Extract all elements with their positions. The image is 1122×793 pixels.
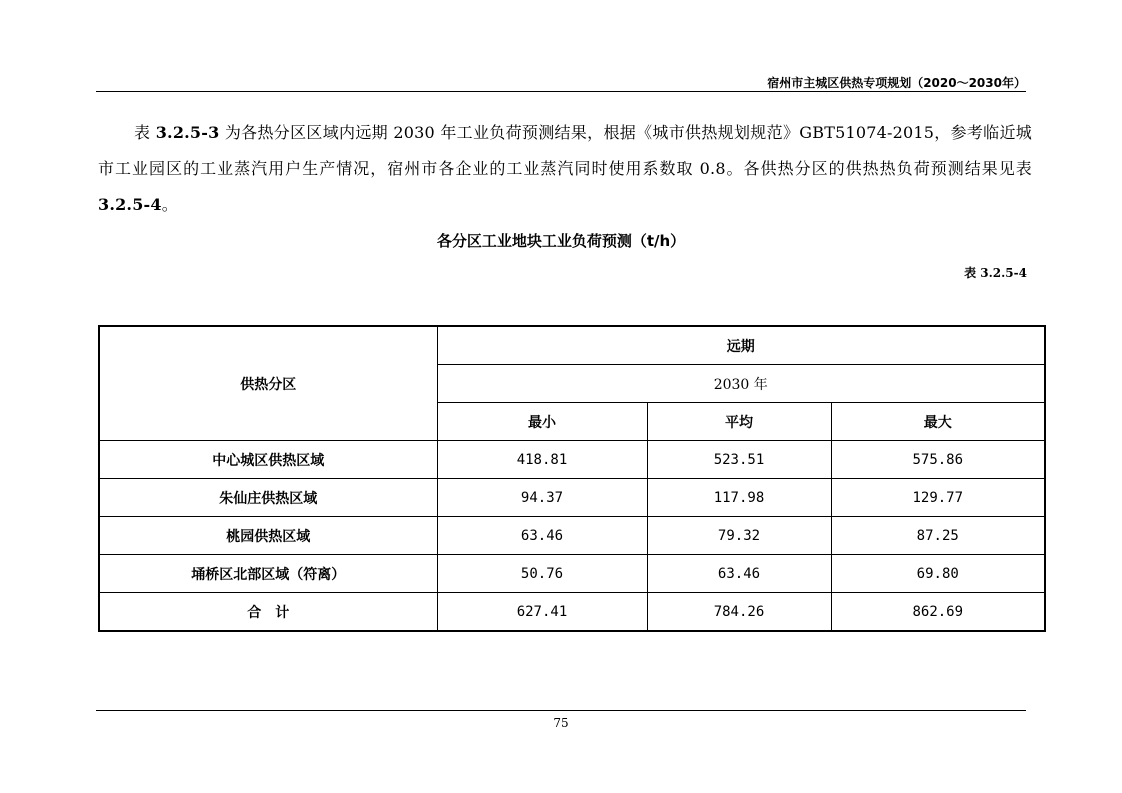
value-min: 418.81 (437, 441, 647, 479)
table-row (99, 441, 1045, 479)
paragraph-suffix: 。 (161, 195, 178, 214)
header-rule (96, 91, 1026, 92)
table-row (99, 555, 1045, 593)
footer-rule (96, 710, 1026, 711)
page-number: 75 (553, 716, 569, 730)
body-paragraph (98, 115, 1032, 223)
zone-name: 埇桥区北部区域（符离） (99, 555, 437, 593)
value-min: 50.76 (437, 555, 647, 593)
industrial-load-table (98, 325, 1046, 632)
header-row-1 (99, 326, 1045, 365)
value-avg: 117.98 (647, 479, 831, 517)
table-title: 各分区工业地块工业负荷预测（t/h） (436, 232, 686, 250)
zone-name: 桃园供热区域 (99, 517, 437, 555)
value-max: 575.86 (831, 441, 1045, 479)
value-avg: 63.46 (647, 555, 831, 593)
total-avg: 784.26 (647, 593, 831, 632)
table-number: 表 3.2.5-4 (964, 266, 1027, 280)
total-row (99, 593, 1045, 632)
header-min: 最小 (437, 403, 647, 441)
value-max: 87.25 (831, 517, 1045, 555)
paragraph-prefix: 表 (134, 123, 156, 142)
total-label: 合 计 (99, 593, 437, 632)
header-period: 远期 (437, 326, 1045, 365)
table-row (99, 517, 1045, 555)
value-max: 69.80 (831, 555, 1045, 593)
header-year: 2030 年 (437, 365, 1045, 403)
value-min: 63.46 (437, 517, 647, 555)
header-avg: 平均 (647, 403, 831, 441)
total-min: 627.41 (437, 593, 647, 632)
header-max: 最大 (831, 403, 1045, 441)
paragraph-middle: 为各热分区区域内远期 2030 年工业负荷预测结果，根据《城市供热规划规范》GBT51074-2015，参考临近城市工业园区的工业蒸汽用户生产情况，宿州市各企业的工业蒸汽同时使用系数取 0.8。各供热分区的供热热负荷预测结果见表 (98, 123, 1032, 178)
value-min: 94.37 (437, 479, 647, 517)
table-reference-1: 3.2.5-3 (155, 123, 220, 142)
zone-name: 中心城区供热区域 (99, 441, 437, 479)
table-row (99, 479, 1045, 517)
running-header: 宿州市主城区供热专项规划（2020～2030年） (767, 76, 1026, 90)
value-avg: 79.32 (647, 517, 831, 555)
table-reference-2: 3.2.5-4 (98, 195, 162, 214)
header-zone: 供热分区 (99, 326, 437, 441)
value-max: 129.77 (831, 479, 1045, 517)
total-max: 862.69 (831, 593, 1045, 632)
value-avg: 523.51 (647, 441, 831, 479)
zone-name: 朱仙庄供热区域 (99, 479, 437, 517)
